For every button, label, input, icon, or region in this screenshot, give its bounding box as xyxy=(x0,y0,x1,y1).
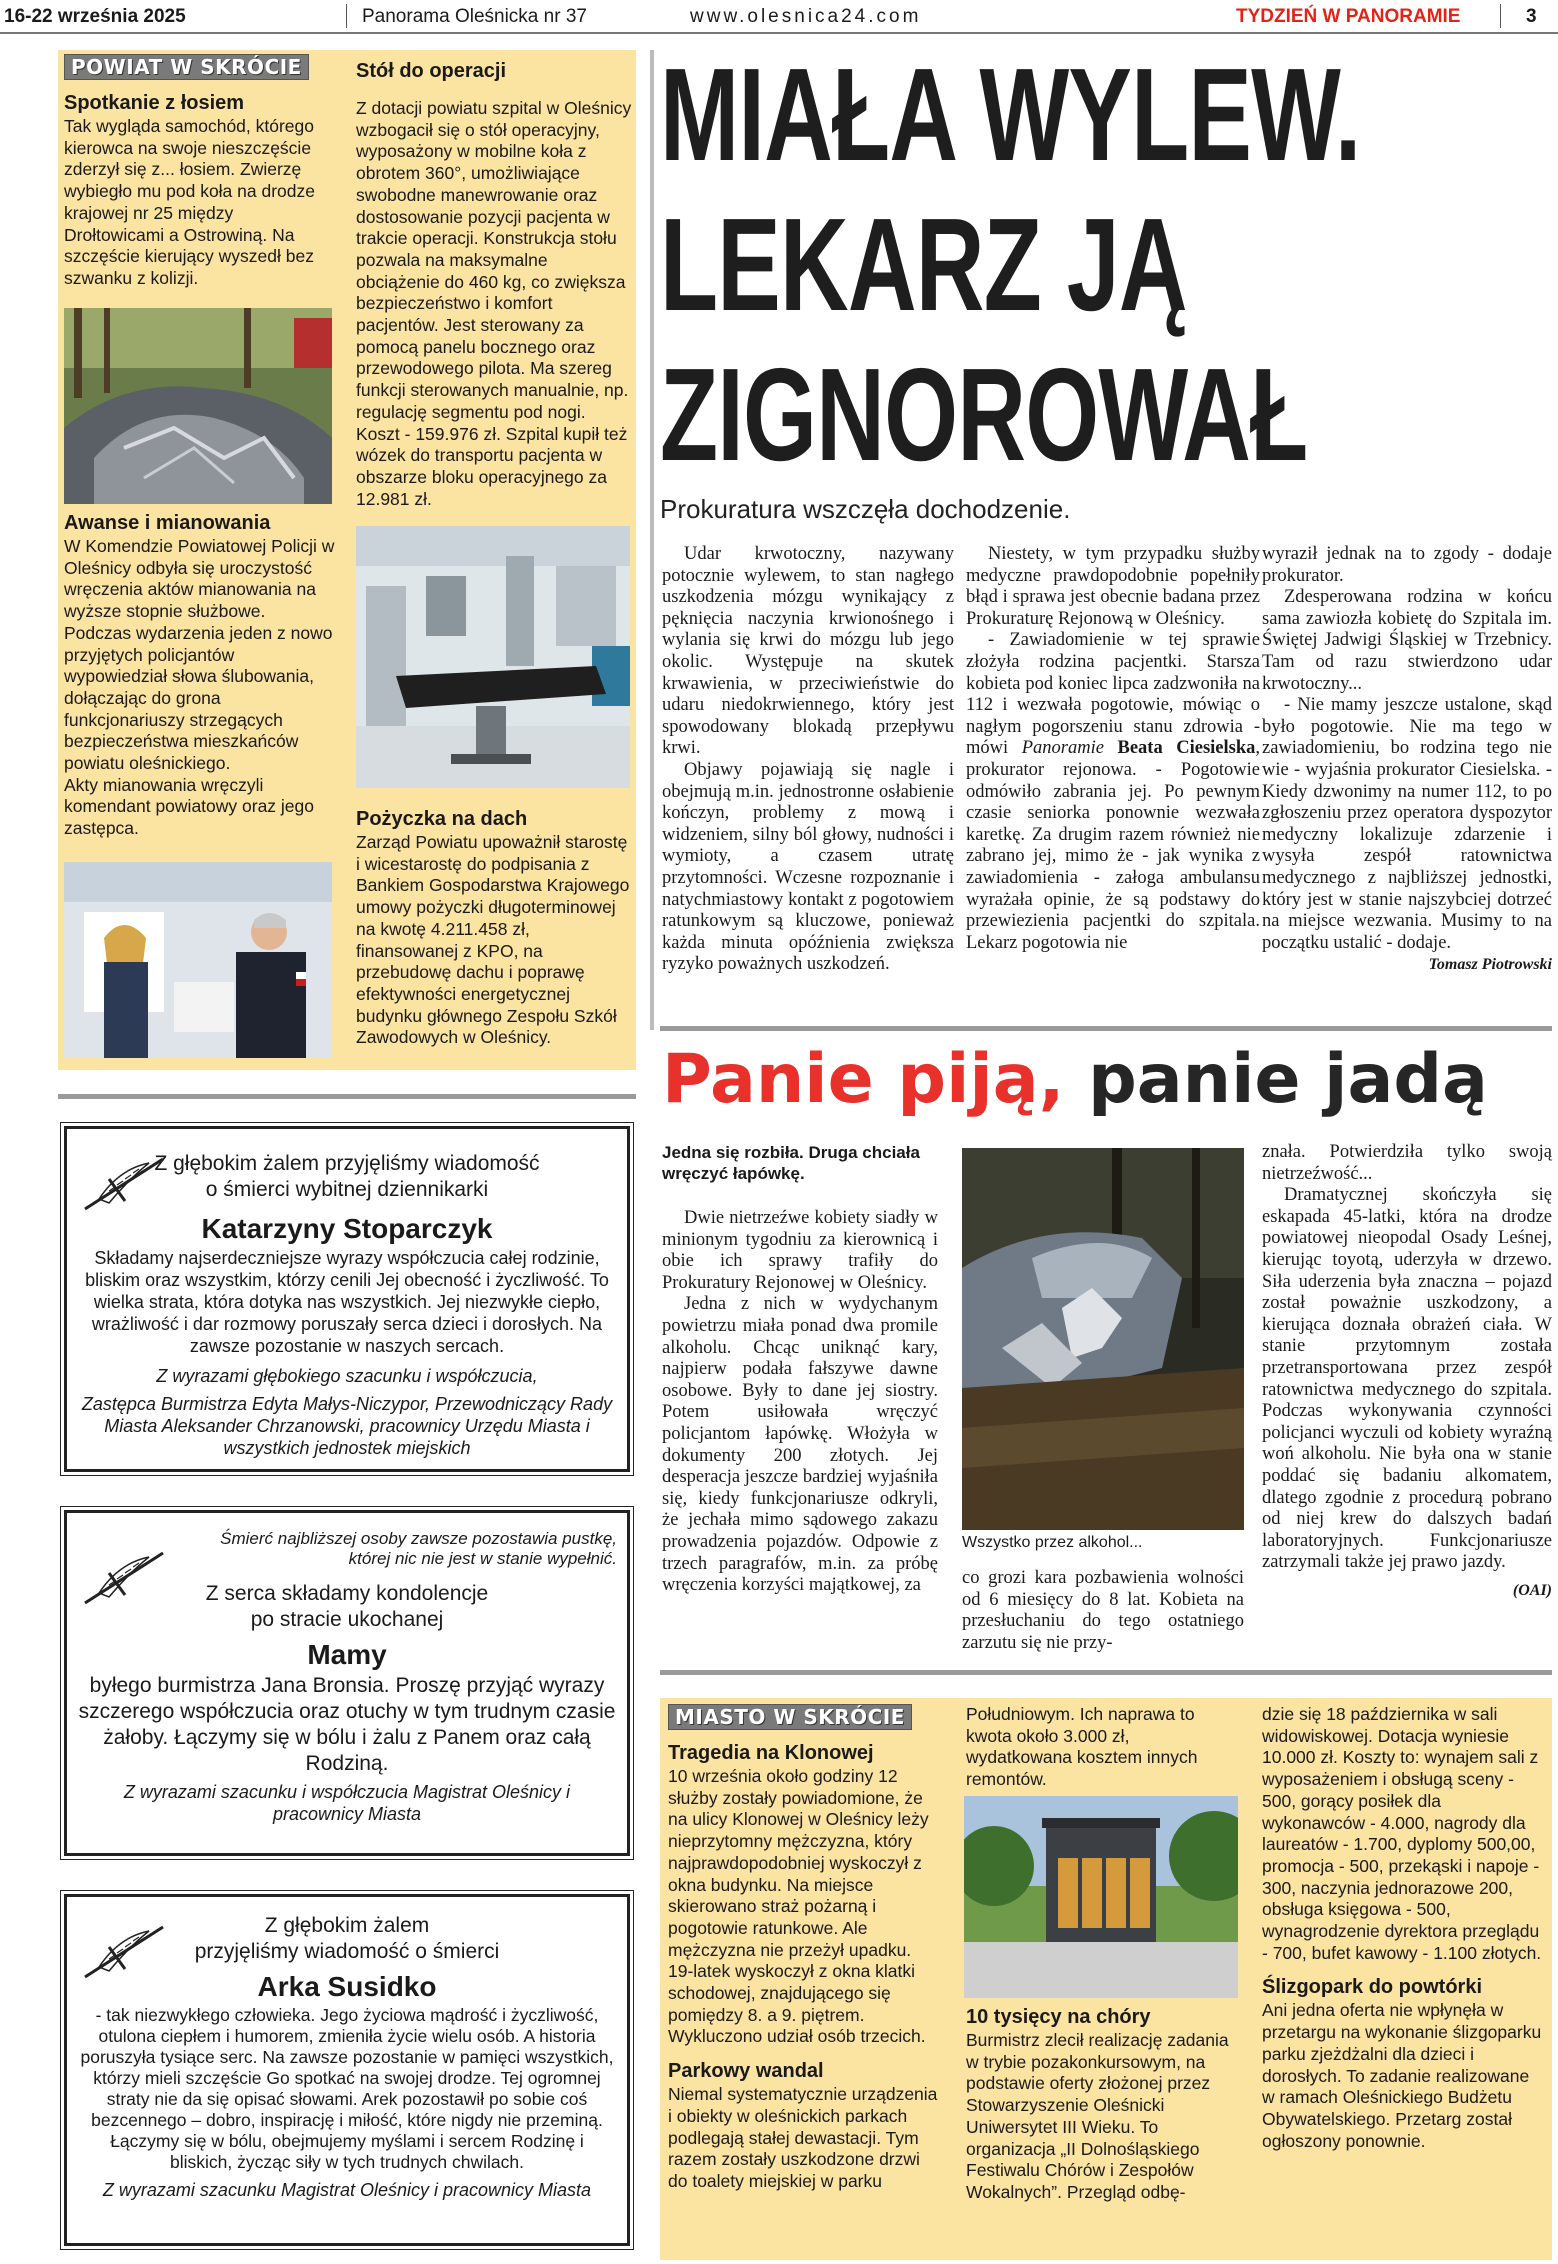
main-headline-line-2: LEKARZ JĄ xyxy=(660,191,1187,338)
skatepark-text: Ani jedna oferta nie wpłynęła w przetargu na wykonanie ślizgoparku parku zjeżdżalni dla dzieci i dorosłych. To zadanie realizowane w ramach Oleśnickiego Budżetu Obywatelskiego. Przetarg został ogłoszony ponownie. xyxy=(1262,2000,1542,2151)
police-ceremony-photo xyxy=(64,862,332,1058)
obit3-intro-1: Z głębokim żalem xyxy=(264,1914,430,1937)
panie-c3b: Dramatycznej skończyła się eskapada 45-latki, która na drodze powiatowej nieopodal Osady Leśnej, kierując toyotą, uderzyła w drzewo. Siła uderzenia była znaczna – pojazd został poważnie uszkodzony, a kierująca doznała obrażeń ciała. W stanie przytomnym została przetransportowana przez zespół ratownictwa medycznego do szpitala. Podczas wykonywania czynności policjanci wyczuli od kobiety wyraźną woń alkoholu. Nie była ona w stanie poddać się badaniu alkomatem, dlatego zgodnie z procedurą pobrano od niej krew do dalszych badań laboratoryjnych. Funkcjonariusze zatrzymali także jej prawo jazdy. xyxy=(1262,1185,1552,1573)
vandal-title: Parkowy wandal xyxy=(668,2060,824,2083)
obituary-susidko xyxy=(64,1894,630,2246)
obit1-sign-1: Z wyrazami głębokiego szacunku i współczucia, xyxy=(156,1366,538,1386)
panie-headline-dark: panie jadą xyxy=(1088,1040,1488,1119)
moose-text: Tak wygląda samochód, którego kierowca na swoje nieszczęście zderzył się z... łosiem. Zwierzę wybiegło mu pod koła na drodze krajowej nr 25 między Drołtowicami a Ostrowiną. Na szczęście kierujący wyszedł bez szwanku z kolizji. xyxy=(64,116,315,288)
page-number: 3 xyxy=(1526,6,1537,27)
panie-c1: Dwie nietrzeźwe kobiety siadły w minionym tygodniu za kierownicą i obie ich sprawy trafiły do Prokuratury Rejonowej w Oleśnicy. xyxy=(662,1208,938,1293)
obit1-body: Składamy najserdeczniejsze wyrazy współczucia całej rodzinie, bliskim oraz wszystkim, którzy cenili Jej obecność i życzliwość. To wielka strata, która dotyka nas wszystkich. Jej niezwykłe ciepło, wrażliwość i dar rozmowy poruszały serca dzieci i dorosłych. Na zawsze pozostanie w naszych sercach. xyxy=(85,1248,609,1356)
vandal-text: Niemal systematycznie urządzenia i obiekty w oleśnickich parkach podlegają stałej dewastacji. Tym razem zostały uszkodzone drzwi do toalety miejskiej w parku xyxy=(668,2084,938,2191)
obit2-name: Mamy xyxy=(307,1639,387,1670)
obit3-intro-2: przyjęliśmy wiadomość o śmierci xyxy=(194,1940,500,1963)
klonowa-title: Tragedia na Klonowej xyxy=(668,1742,874,1764)
obit-top-rule xyxy=(58,1094,636,1099)
main-article-col-1 xyxy=(662,544,954,976)
miasto-col-3 xyxy=(1262,1704,1546,2152)
main-col3-p3: - Nie mamy jeszcze ustalone, skąd było pogotowie. Nie ma tego w zawiadomieniu, bo rodzina tego nie wie - wyjaśnia prokurator Ciesielska. - Kiedy dzwonimy na numer 112, to po zgłoszeniu przez operatora dyspozytor medyczny lokalizuje zdarzenie i wysyła zespół ratownictwa medycznego z najbliższej jednostki, który jest w stanie najszybciej dotrzeć na miejsce wezwania. Musimy to na początku ustalić - dodaje. xyxy=(1262,695,1552,953)
panie-lead: Jedna się rozbiła. Druga chciała wręczyć łapówkę. xyxy=(662,1143,920,1183)
issue-number: Panorama Oleśnicka nr 37 xyxy=(362,6,587,27)
obituary-mama xyxy=(64,1510,630,1856)
klonowa-text: 10 września około godziny 12 służby zostały powiadomione, że na ulicy Klonowej w Oleśnicy leży nieprzytomny mężczyzna, który najprawdopodobniej wyskoczył z okna budynku. Na miejsce skierowano straż pożarną i pogotowie ratunkowe. Ale mężczyzna nie przeżył upadku. 19-latek wyskoczył z okna klatki schodowej, znajdującego się pomiędzy 8. a 9. piętrem. Wykluczono udział osób trzecich. xyxy=(668,1766,929,2047)
obit1-intro-2: o śmierci wybitnej dziennikarki xyxy=(205,1178,489,1201)
panie-headline-red: Panie piją, xyxy=(662,1040,1065,1119)
moose-crash-photo xyxy=(64,308,332,504)
cross-icon xyxy=(79,1543,169,1613)
powiat-tag: POWIAT W SKRÓCIE xyxy=(64,54,309,80)
website-url[interactable]: www.olesnica24.com xyxy=(690,6,922,27)
main-bottom-rule xyxy=(660,1026,1552,1031)
panie-bottom-rule xyxy=(660,1670,1552,1675)
main-headline-line-3: ZIGNOROWAŁ xyxy=(660,341,1308,488)
obit2-intro-2: po stracie ukochanej xyxy=(250,1608,444,1631)
promotions-text: W Komendzie Powiatowej Policji w Oleśnicy odbyła się uroczystość wręczenia aktów mianowania na wyższe stopnie służbowe. Podczas wydarzenia jeden z nowo przyjętych policjantów wypowiedział słowa ślubowania, dołączając do grona funkcjonariuszy strzegących bezpieczeństwa mieszkańców powiatu oleśnickiego. xyxy=(64,536,335,774)
main-headline xyxy=(660,40,1361,490)
powiat-column-left xyxy=(64,54,334,290)
section-title: TYDZIEŃ W PANORAMIE xyxy=(1236,6,1461,27)
main-article-col-3 xyxy=(1262,544,1552,976)
operating-table-photo xyxy=(356,526,630,788)
cross-icon xyxy=(79,1149,169,1219)
panie-c3: znała. Potwierdziła tylko swoją nietrzeźwość... xyxy=(1262,1142,1552,1184)
choirs-title: 10 tysięcy na chóry xyxy=(966,2006,1151,2028)
surgery-table-column xyxy=(356,54,632,510)
crash-caption: Wszystko przez alkohol... xyxy=(962,1534,1143,1551)
cross-icon xyxy=(79,1917,169,1987)
panie-c1b: Jedna z nich w wydychanym powietrzu miała ponad dwa promile alkoholu. Chcąc uniknąć kary, najpierw podała fałszywe dawne osobowe. Były to dane jej siostry. Potem usiłowała wręczyć policjantom łapówkę. Włożyła w dokumenty 200 złotych. Jej desperacja jeszcze bardziej wyjaśniła się, kiedy funkcjonariusze odkryli, że jechała mimo sądowego zakazu prowadzenia pojazdów. Odpowie z trzech paragrafów, m.in. za próbę wręczenia korzyści majątkowej, za xyxy=(662,1294,938,1596)
obit2-intro-1: Z serca składamy kondolencje xyxy=(205,1582,489,1605)
panie-c2: co grozi kara pozbawienia wolności od 6 miesięcy do 8 lat. Kobieta na przesłuchaniu do tego ostatniego zarzutu się nie przy- xyxy=(962,1568,1244,1653)
panie-headline xyxy=(662,1038,1488,1122)
obit3-body: - tak niezwykłego człowieka. Jego życiowa mądrość i życzliwość, otulona ciepłem i humorem, zmieniła życie wielu osób. A historia poruszyła tysiące serc. Na zawsze pozostanie w pamięci wszystkich, którzy mieli szczęście Go spotkać na swojej drodze. Tej ogromnej straty nie da się opisać słowami. Arek pozostawił po sobie coś bezcennego – dobro, inspirację i miłość, które nigdy nie przeminą. Łączymy się w bólu, obejmujemy myślami i sercem Rodzinę i bliskich, życząc siły w tych trudnych chwilach. xyxy=(80,2005,614,2172)
main-headline-line-1: MIAŁA WYLEW. xyxy=(660,41,1361,188)
promotions-column xyxy=(64,506,336,840)
loan-text: Zarząd Powiatu upoważnił starostę i wicestarostę do podpisania z Bankiem Gospodarstwa Krajowego umowy pożyczki długoterminowej na kwotę 4.211.458 zł, finansowanej z KPO, na przebudowę dachu i poprawę efektywności energetycznej budynku głównego Zespołu Szkół Zawodowych w Oleśnicy. xyxy=(356,832,630,1048)
vandal-text-cont: Południowym. Ich naprawa to kwota około 3.000 zł, wydatkowana kosztem innych remontów. xyxy=(966,1704,1198,1790)
main-col1-p2: Objawy pojawiają się nagle i obejmują m.in. jednostronne osłabienie kończyn, problemy z mową i widzeniem, silny ból głowy, nudności i wymioty, a czasem utratę przytomności. Wczesne rozpoznanie i natychmiastowy kontakt z pogotowiem ratunkowym są kluczowe, ponieważ każda minuta opóźnienia zwiększa ryzyko poważnych uszkodzeń. xyxy=(662,759,954,975)
miasto-tag: MIASTO W SKRÓCIE xyxy=(668,1704,912,1730)
obit2-body: byłego burmistrza Jana Bronsia. Proszę przyjąć wyrazy szczerego współczucia oraz otuchy w tym trudnym czasie żałoby. Łączymy się w bólu i żalu z Panem oraz całą Rodziną. xyxy=(78,1674,616,1775)
main-article-col-2 xyxy=(966,544,1260,954)
miasto-col-1 xyxy=(668,1704,940,2193)
surgery-text: Z dotacji powiatu szpital w Oleśnicy wzbogacił się o stół operacyjny, wyposażony w mobilne koła z obrotem 360°, umożliwiające swobodne manewrowanie oraz dostosowanie pozycji pacjenta w trakcie operacji. Konstrukcja stołu pozwala na maksymalne obciążenie do 460 kg, co zwiększa bezpieczeństwo i komfort pacjentów. Jest sterowany za pomocą panelu bocznego oraz przewodowego pilota. Ma szereg funkcji sterowanych manualnie, np. regulację segmentu pod nogi. Koszt - 159.976 zł. Szpital kupił też wózek do transportu pacjenta w obszarze bloku operacyjnego za 12.981 zł. xyxy=(356,98,632,509)
choirs-column xyxy=(966,2000,1238,2204)
surgery-title: Stół do operacji xyxy=(356,60,507,82)
panie-author: (OAI) xyxy=(1512,1581,1552,1599)
panie-col-3 xyxy=(1262,1142,1552,1601)
loan-column xyxy=(356,802,632,1049)
promotions-title: Awanse i mianowania xyxy=(64,512,271,534)
obit2-quote: Śmierć najbliższej osoby zawsze pozostawia pustkę, której nic nie jest w stanie wypełnić. xyxy=(220,1529,617,1568)
panie-col-2 xyxy=(962,1568,1244,1654)
moose-title: Spotkanie z łosiem xyxy=(64,92,245,114)
obit3-sign: Z wyrazami szacunku Magistrat Oleśnicy i pracownicy Miasta xyxy=(102,2180,592,2200)
panie-col-1 xyxy=(662,1142,938,1597)
toilet-photo xyxy=(964,1796,1238,1998)
crashed-car-photo xyxy=(962,1148,1244,1530)
promotions-text-2: Akty mianowania wręczyli komendant powiatowy oraz jego zastępca. xyxy=(64,774,315,839)
obit1-sign-2: Zastępca Burmistrza Edyta Małys-Niczypor, Przewodniczący Rady Miasta Aleksander Chrzanowski, pracownicy Urzędu Miasta i wszystkich jednostek miejskich xyxy=(81,1394,613,1458)
main-col3-p1: wyraził jednak na to zgody - dodaje prokurator. xyxy=(1262,544,1552,586)
loan-title: Pożyczka na dach xyxy=(356,808,528,830)
skatepark-title: Ślizgopark do powtórki xyxy=(1262,1976,1483,1999)
main-col2-p2-a: - Zawiadomienie w tej sprawie złożyła rodzina pacjentki. Starsza kobieta pod koniec lipca zadzwoniła na 112 i wezwała pogotowie, mówiąc o nagłym pogorszeniu stanu zdrowia - mówi xyxy=(966,630,1260,759)
obit1-name: Katarzyny Stoparczyk xyxy=(201,1213,493,1244)
main-col2-prosecutor: Beata Ciesielska xyxy=(1117,738,1256,759)
obituary-stoparczyk xyxy=(64,1126,630,1472)
main-col3-p2: Zdesperowana rodzina w końcu sama zawiozła kobietę do Szpitala im. Świętej Jadwigi Śląskiej w Trzebnicy. Tam od razu stwierdzono udar krwotoczny... xyxy=(1262,587,1552,694)
choirs-text: Burmistrz zlecił realizację zadania w trybie pozakonkursowym, na podstawie oferty złożonej przez Stowarzyszenie Oleśnicki Uniwersytet III Wieku. To organizacja „II Dolnośląskiego Festiwalu Chórów i Zespołów Wokalnych”. Przegląd odbę- xyxy=(966,2030,1229,2202)
page-header xyxy=(0,0,1558,34)
obit3-name: Arka Susidko xyxy=(257,1971,437,2002)
main-col2-panorama: Panoramie xyxy=(1021,738,1104,759)
choirs-text-cont: dzie się 18 października w sali widowiskowej. Dotacja wyniesie 10.000 zł. Koszty to: wynajem sali z wyposażeniem i obsługą sceny - 500, gorący posiłek dla wykonawców - 4.000, nagrody dla laureatów - 1.700, dyplomy 500,00, promocja - 500, przekąski i napoje - 300, naczynia jednorazowe 200, obsługa księgowa - 500, wynagrodzenie dyrektora przeglądu - 700, bufet kawowy - 1.100 złotych. xyxy=(1262,1704,1542,1963)
obit2-sign: Z wyrazami szacunku i współczucia Magistrat Oleśnicy i pracownicy Miasta xyxy=(123,1782,571,1824)
main-top-rule xyxy=(650,50,654,1030)
issue-date: 16-22 września 2025 xyxy=(4,6,186,27)
obit1-intro-1: Z głębokim żalem przyjęliśmy wiadomość xyxy=(154,1152,540,1175)
main-lead: Prokuratura wszczęła dochodzenie. xyxy=(660,494,1071,524)
miasto-col-2 xyxy=(966,1704,1236,1791)
main-col2-p2 xyxy=(966,630,1260,954)
main-col2-p2-b: , prokurator rejonowa. - Pogotowie odmówiło zabrania jej. Po pewnym czasie seniorka ponownie wezwała karetkę. Za drugim razem również nie zabrano jej, mimo że - jak wynika z zawiadomienia - załoga ambulansu wyrażała opinie, że są podstawy do przewiezienia pacjentki do szpitala. Lekarz pogotowia nie xyxy=(966,738,1261,953)
main-col2-p1: Niestety, w tym przypadku służby medyczne prawdopodobnie popełniły błąd i sprawa jest obecnie badana przez Prokuraturę Rejonową w Oleśnicy. xyxy=(966,544,1260,629)
main-col1-p1: Udar krwotoczny, nazywany potocznie wylewem, to stan nagłego uszkodzenia mózgu wynikający z pęknięcia naczynia krwionośnego i wylania się krwi do mózgu lub jego okolic. Występuje na skutek krwawienia, w przeciwieństwie do udaru niedokrwiennego, który jest spowodowany blokadą przepływu krwi. xyxy=(662,544,954,759)
main-author: Tomasz Piotrowski xyxy=(1428,956,1552,974)
